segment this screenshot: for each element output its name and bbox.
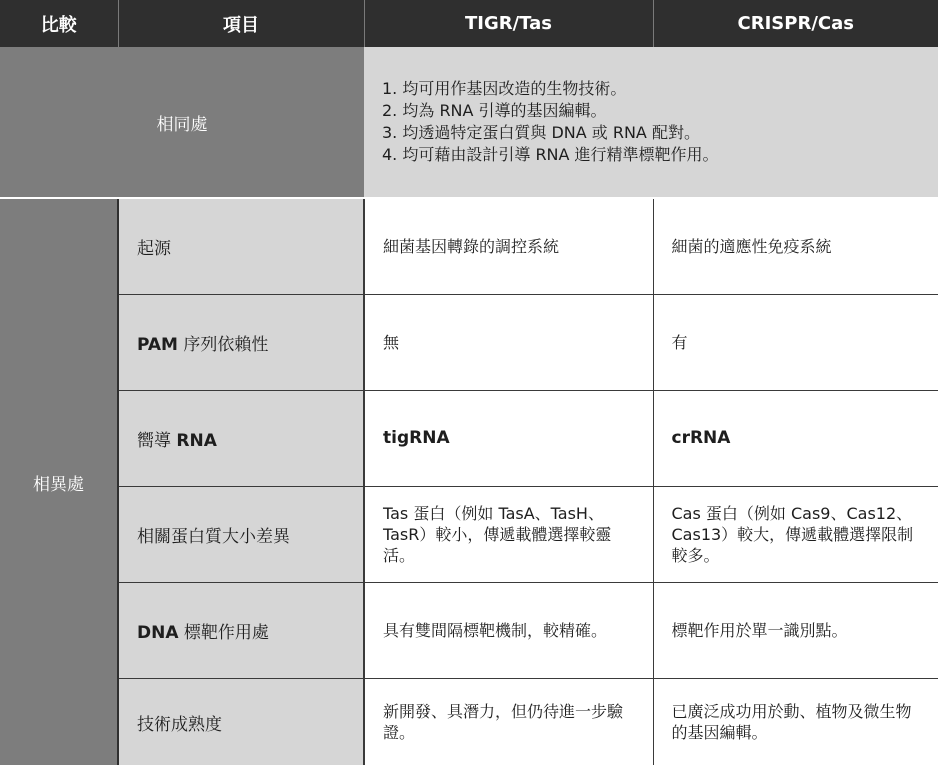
difference-row-maturity [0,679,938,766]
item-pam-text: 序列依賴性 [177,335,269,355]
difference-row-guide-rna [0,391,938,487]
crispr-dna-target: 標靶作用於單一識別點。 [653,583,938,679]
tigr-dna-target: 具有雙間隔標靶機制，較精確。 [364,583,653,679]
similarity-item: 4. 均可藉由設計引導 RNA 進行精準標靶作用。 [382,145,719,164]
tigr-protein-size: Tas 蛋白（例如 TasA、TasH、TasR）較小，傳遞載體選擇較靈活。 [364,487,653,583]
header-tigr: TIGR/Tas [364,0,653,47]
differences-label: 相異處 [0,198,118,765]
item-pam-bold: PAM [137,335,178,355]
tigr-guide-rna: tigRNA [364,391,653,487]
header-item: 項目 [118,0,364,47]
tigr-maturity: 新開發、具潛力，但仍待進一步驗證。 [364,679,653,766]
crispr-pam: 有 [653,295,938,391]
item-maturity [118,679,364,766]
similarities-list [364,47,938,198]
similarity-item: 2. 均為 RNA 引導的基因編輯。 [382,101,607,120]
difference-row-pam [0,295,938,391]
header-row [0,0,938,47]
item-dna-target-text: 標靶作用處 [178,623,269,643]
item-dna-target-bold: DNA [137,623,179,643]
item-origin [118,198,364,295]
item-maturity-text: 技術成熟度 [137,714,222,735]
crispr-maturity: 已廣泛成功用於動、植物及微生物的基因編輯。 [653,679,938,766]
crispr-protein-size: Cas 蛋白（例如 Cas9、Cas12、Cas13）較大，傳遞載體選擇限制較多。 [653,487,938,583]
similarities-label: 相同處 [0,47,364,198]
similarity-item: 3. 均透過特定蛋白質與 DNA 或 RNA 配對。 [382,123,700,142]
item-guide-rna [118,391,364,487]
similarity-item: 1. 均可用作基因改造的生物技術。 [382,79,627,98]
difference-row-protein-size [0,487,938,583]
tigr-origin: 細菌基因轉錄的調控系統 [364,198,653,295]
header-crispr: CRISPR/Cas [653,0,938,47]
item-origin-text: 起源 [137,239,171,259]
crispr-origin: 細菌的適應性免疫系統 [653,198,938,295]
similarities-row [0,47,938,198]
item-guide-rna-bold: RNA [176,431,217,451]
item-protein-size [118,487,364,583]
tigr-pam: 無 [364,295,653,391]
item-dna-target [118,583,364,679]
item-pam [118,295,364,391]
item-protein-size-text: 相關蛋白質大小差異 [137,527,290,547]
difference-row-origin [0,198,938,295]
difference-row-dna-target [0,583,938,679]
header-compare: 比較 [0,0,118,47]
item-guide-rna-text: 嚮導 [137,431,177,451]
crispr-guide-rna: crRNA [653,391,938,487]
